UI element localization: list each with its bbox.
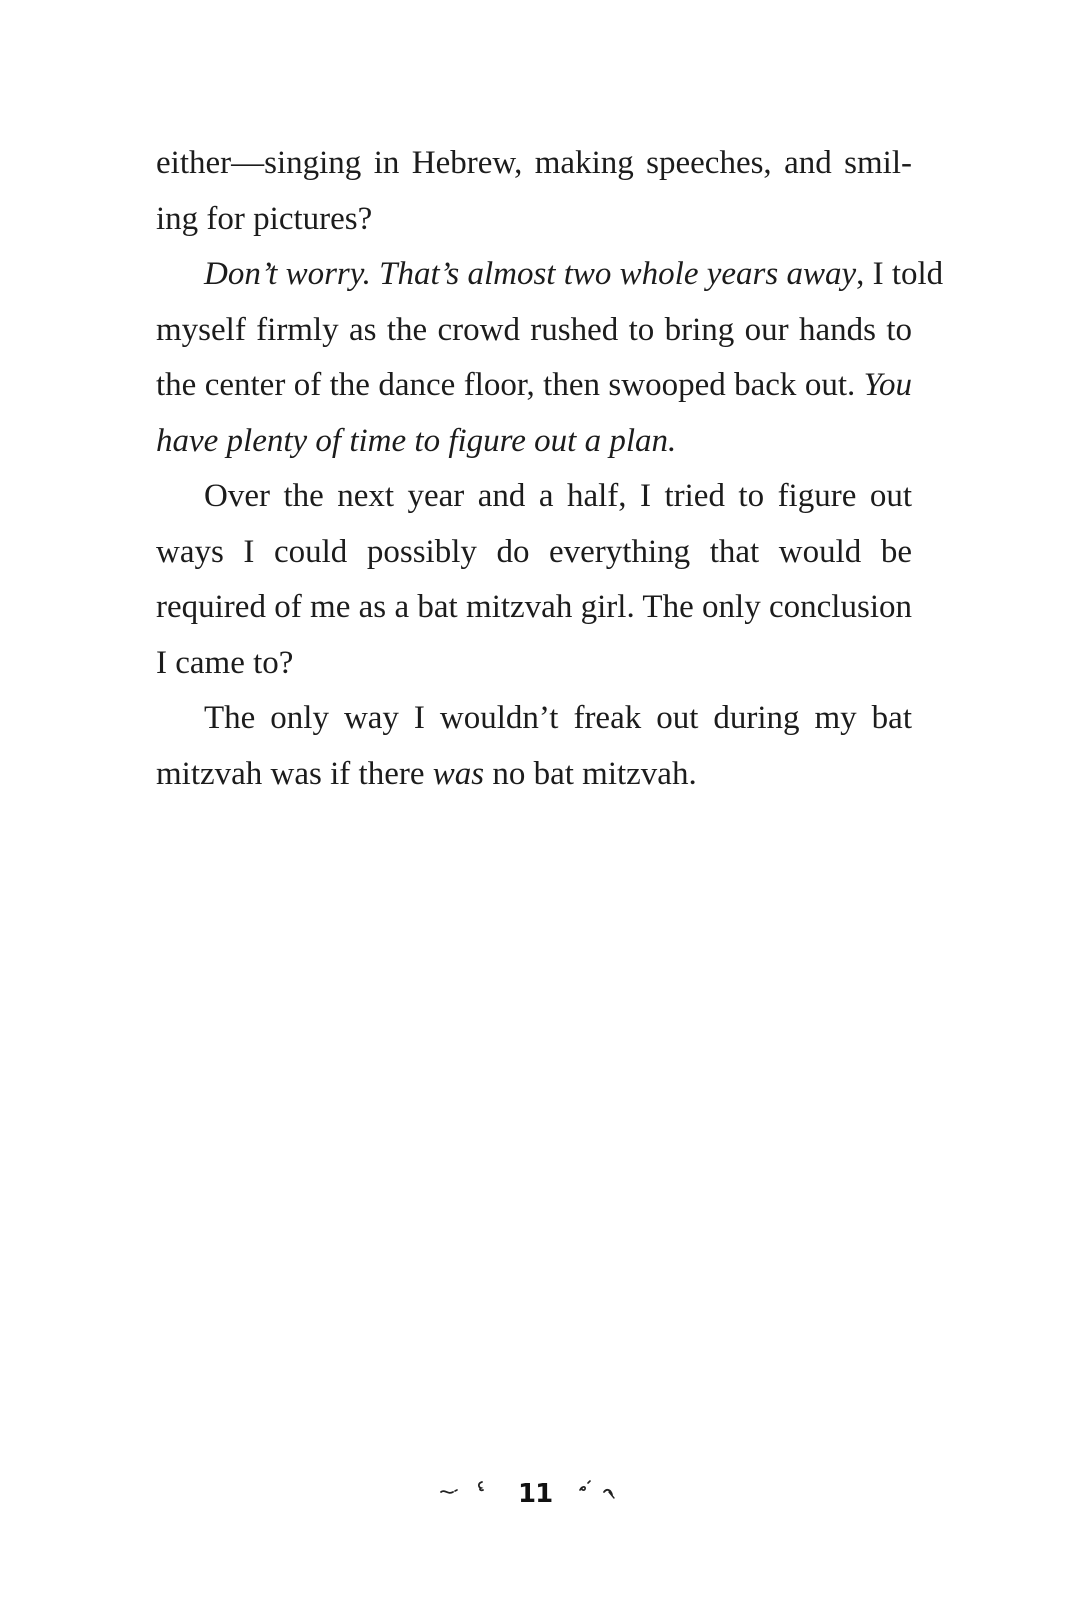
text-line bbox=[156, 192, 912, 248]
body-text bbox=[156, 136, 944, 802]
text-line bbox=[156, 358, 912, 414]
italic-run: have plenty of time to figure out a plan. bbox=[156, 422, 677, 459]
page-number: 11 bbox=[518, 1479, 553, 1509]
text-run: required of me as a bat mitzvah girl. The only conclusion bbox=[156, 589, 912, 625]
text-line bbox=[156, 691, 912, 747]
flourish-right-icon bbox=[574, 1476, 630, 1506]
text-run: mitzvah was if there bbox=[156, 755, 433, 792]
text-run: ing for pictures? bbox=[156, 200, 373, 237]
text-line bbox=[156, 414, 912, 470]
text-run: , I told bbox=[856, 256, 944, 292]
italic-run: was bbox=[432, 755, 485, 792]
page-footer bbox=[0, 1476, 1067, 1516]
text-line bbox=[156, 136, 912, 192]
text-run: either—singing in Hebrew, making speeches, and smil- bbox=[156, 145, 912, 181]
text-line bbox=[156, 636, 912, 692]
text-run: Over the next year and a half, I tried to figure out bbox=[204, 478, 912, 514]
paragraph bbox=[156, 691, 912, 802]
flourish-left-icon bbox=[438, 1476, 494, 1506]
text-line bbox=[156, 247, 944, 303]
italic-run: Don’t worry. That’s almost two whole years away bbox=[204, 256, 857, 292]
text-line bbox=[156, 580, 912, 636]
text-run: I came to? bbox=[156, 644, 294, 681]
text-run: The only way I wouldn’t freak out during my bat bbox=[204, 700, 912, 736]
text-run: no bat mitzvah. bbox=[484, 755, 697, 792]
paragraph bbox=[156, 247, 944, 469]
italic-run: You bbox=[863, 367, 912, 403]
paragraph bbox=[156, 469, 912, 691]
text-line bbox=[156, 747, 912, 803]
paragraph bbox=[156, 136, 912, 247]
text-line bbox=[156, 525, 912, 581]
text-run: the center of the dance floor, then swooped back out. bbox=[156, 367, 864, 403]
text-line bbox=[156, 469, 912, 525]
text-line bbox=[156, 303, 912, 359]
text-run: myself firmly as the crowd rushed to bring our hands to bbox=[156, 311, 912, 348]
text-run: ways I could possibly do everything that would be bbox=[156, 533, 912, 570]
